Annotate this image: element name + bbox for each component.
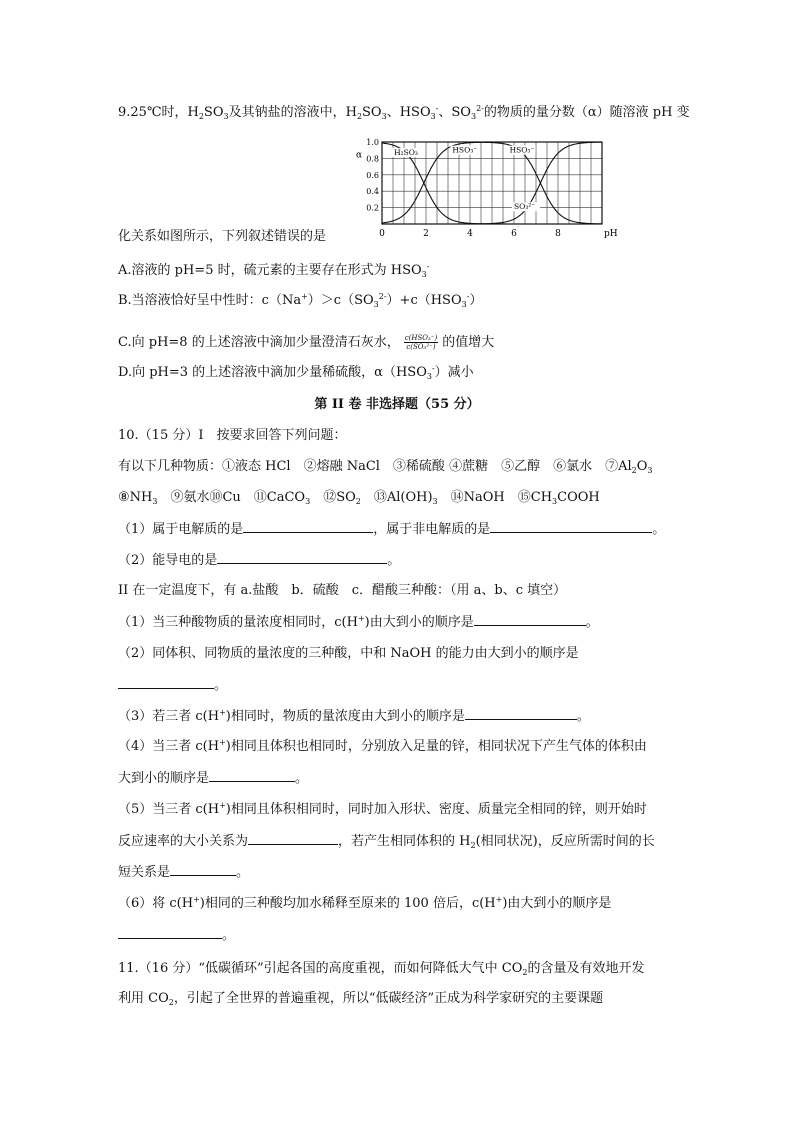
q10-II-s1: （1）当三种酸物质的量浓度相同时，c(H+)由大到小的顺序是 。 [118, 614, 599, 630]
x-tick-label: 6 [511, 229, 517, 239]
species-distribution-chart [350, 134, 618, 244]
y-tick-label: 1.0 [366, 138, 379, 147]
answer-blank-s6[interactable] [118, 926, 222, 939]
q10-II-s6-cont: 。 [118, 926, 235, 945]
answer-blank-s4[interactable] [209, 769, 295, 782]
q11-line1: 11.（16 分）“低碳循环”引起各国的高度重视，而如何降低大气中 $CO_2$的含量及有效地开发 [118, 961, 645, 977]
q10-part2: （2）能导电的是 。 [118, 553, 401, 568]
q10-II-s2: （2）同体积、同物质的量浓度的三种酸，中和 NaOH 的能力由大到小的顺序是 [118, 646, 579, 661]
q10-II-s2-cont: 。 [118, 676, 227, 695]
answer-blank-conductive[interactable] [217, 551, 387, 564]
q10-II-s5-cont2: 短关系是 。 [118, 865, 250, 880]
q10-substance-list-2: $⑧NH_3$ ⑨氨水⑩Cu ⑪CaCO$_3$ $⑫SO_2$ $⑬Al(OH)_3$ ⑭NaOH $⑮CH_3COOH$ [118, 490, 600, 506]
q10-II-s5-cont: 反应速率的大小关系为 ，若产生相同体积的 $H_2$(相同状况)，反应所需时间的长 [118, 834, 655, 850]
q9-option-d: D.向 pH=3 的上述溶液中滴加少量稀硫酸，$\alpha(HSO_3^-)$减小 [118, 364, 474, 381]
q10-substance-list-1: 有以下几种物质：①液态 HCl ②熔融 NaCl ③稀硫酸 ④蔗糖 ⑤乙醇 ⑥氯水 $⑦Al_2O_3$ [118, 459, 653, 475]
answer-blank-s1[interactable] [474, 613, 586, 626]
answer-blank-s2[interactable] [118, 676, 214, 689]
q9-option-a: A.溶液的 pH=5 时，硫元素的主要存在形式为 $HSO_3^-$ [118, 262, 430, 279]
y-tick-label: 0.6 [366, 170, 379, 180]
answer-blank-s5-rate[interactable] [248, 832, 338, 845]
answer-blank-electrolytes[interactable] [243, 520, 373, 533]
y-tick-label: 0.4 [366, 187, 379, 197]
series-label: H₂SO₃ [394, 148, 418, 158]
q11-line2: 利用 $CO_2$，引起了全世界的普遍重视，所以“低碳经济”正成为科学家研究的主要课题 [118, 991, 604, 1007]
q9-option-b: B.当溶液恰好呈中性时：$c(Na^+)>c(SO_3^{2-})+c(HSO_3^-)$ [118, 292, 483, 309]
answer-blank-s5-time[interactable] [170, 863, 236, 876]
answer-blank-s3[interactable] [465, 707, 577, 720]
x-tick-label: 2 [423, 229, 429, 239]
y-axis-label: α [356, 150, 363, 161]
q9-stem-line2: 化关系如图所示，下列叙述错误的是 [118, 229, 327, 244]
answer-blank-nonelectrolytes[interactable] [490, 520, 652, 533]
q9-stem-line1: 9.25℃时，$H_2SO_3$及其钠盐的溶液中，$H_2SO_3$、$HSO_3^-$、$SO_3^{2-}$的物质的量分数（α）随溶液 pH 变 [118, 104, 690, 121]
q10-head: 10.（15 分）I 按要求回答下列问题： [118, 428, 347, 443]
x-tick-label: 0 [379, 229, 385, 239]
x-tick-label: 8 [555, 229, 561, 239]
series-label: HSO₃⁻ [509, 145, 535, 155]
series-label: SO₃²⁻ [514, 202, 536, 212]
q10-part1: （1）属于电解质的是 ，属于非电解质的是 。 [118, 522, 666, 537]
q10-II-intro: II 在一定温度下，有 a.盐酸 b．硫酸 c．醋酸三种酸：（用 a、b、c 填空） [118, 583, 567, 598]
q10-II-s5: （5）当三者 c(H+)相同且体积相同时，同时加入形状、密度、质量完全相同的锌，则开始时 [118, 801, 647, 817]
y-tick-label: 0.8 [366, 154, 379, 164]
q9-option-c: C.向 pH=8 的上述溶液中滴加少量澄清石灰水， $\frac{\text{c(HSO₃⁻)}}{\text{c(SO₃²⁻)}}$ 的值增大 [118, 334, 495, 351]
q10-II-s3: （3）若三者 c(H+)相同时，物质的量浓度由大到小的顺序是 。 [118, 708, 590, 724]
q10-II-s4: （4）当三者 c(H+)相同且体积也相同时，分别放入足量的锌，相同状况下产生气体的体积由 [118, 738, 647, 754]
q10-II-s6: （6）将 c(H+)相同的三种酸均加水稀释至原来的 100 倍后，c(H+)由大到小的顺序是 [118, 895, 612, 911]
x-tick-label: 4 [467, 229, 473, 239]
q10-II-s4-cont: 大到小的顺序是 。 [118, 771, 309, 786]
section-title: 第 II 卷 非选择题（55 分） [314, 397, 480, 412]
x-axis-label: pH [604, 229, 618, 239]
y-tick-label: 0.2 [366, 203, 379, 213]
series-label: HSO₃⁻ [452, 145, 478, 155]
ratio-fraction: $\frac{\text{c(HSO₃⁻)}}{\text{c(SO₃²⁻)}}$ [404, 334, 438, 351]
